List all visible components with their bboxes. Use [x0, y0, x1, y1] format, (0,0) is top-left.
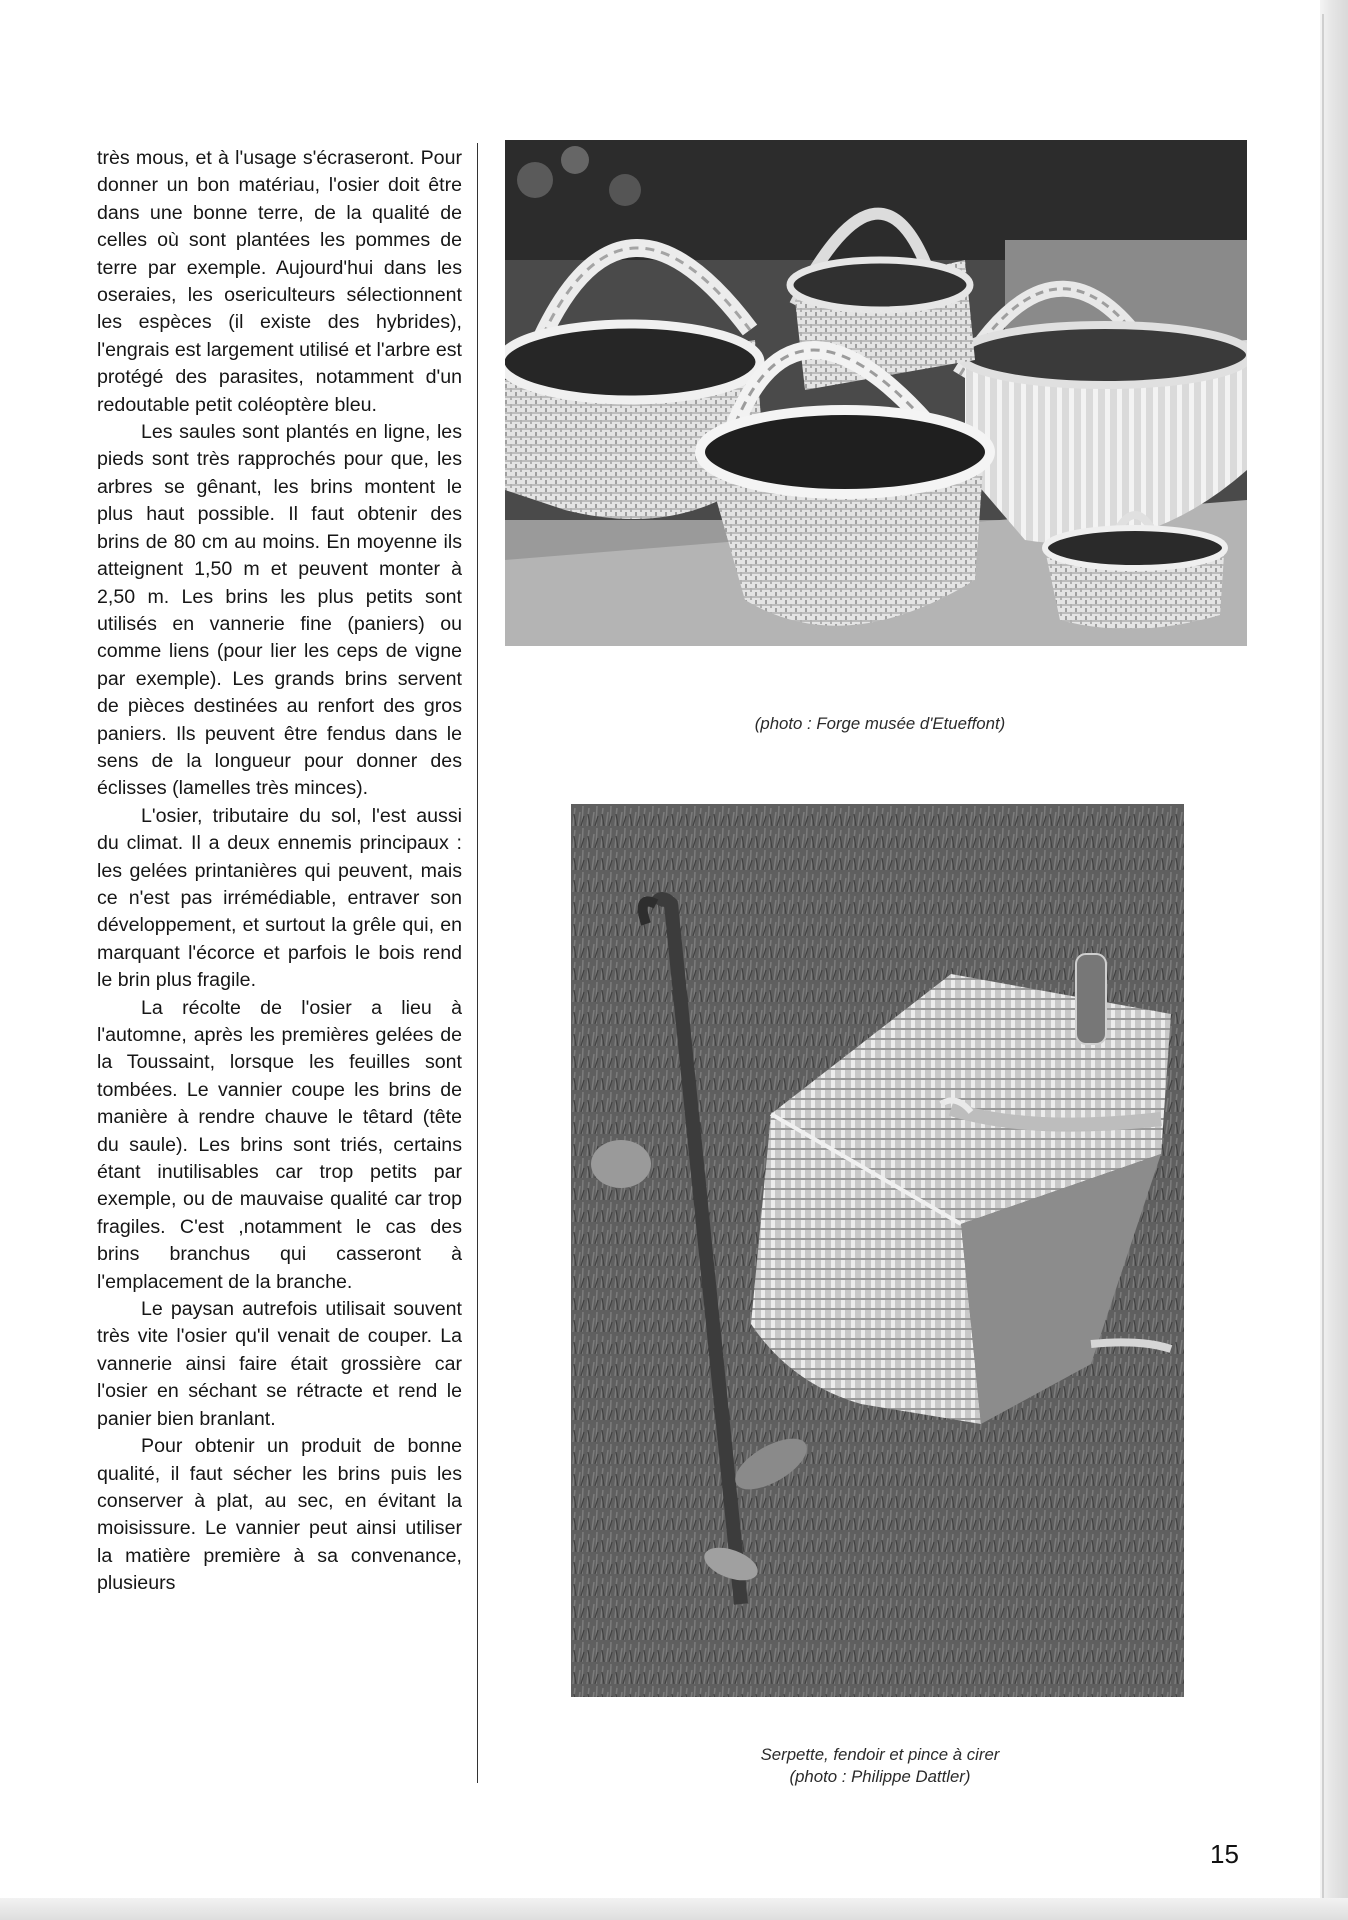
caption-line: (photo : Forge musée d'Etueffont)	[754, 714, 1006, 733]
page-edge-line	[1322, 14, 1324, 1904]
caption-line: Serpette, fendoir et pince à cirer	[760, 1745, 1000, 1764]
caption-line: (photo : Philippe Dattler)	[789, 1767, 971, 1786]
page-edge-bottom	[0, 1898, 1348, 1920]
page-number: 15	[1210, 1839, 1239, 1869]
paragraph: La récolte de l'osier a lieu à l'automne, après les premières gelées de la Toussaint, lorsque les feuilles sont tombées. Le vannier coupe les brins de manière à rendre chauve le têtard (tête du saule). Les brins sont triés, certains étant inutilisables car trop petits par exemple, ou de mauvaise qualité car trop fragiles. C'est ,notamment le cas des brins branchus qui casseront à l'emplacement de la branche.	[97, 996, 462, 1293]
paragraph: très mous, et à l'usage s'écraseront. Pour donner un bon matériau, l'osier doit être dans une bonne terre, de la qualité de celles où sont plantées les pommes de terre par exemple. Aujourd'hui dans les oseraies, les osericulteurs sélectionnent les espèces (il existe des hybrides), l'engrais est largement utilisé et l'arbre est protégé des parasites, notamment d'un redoutable petit coléoptère bleu.	[97, 147, 462, 416]
paragraph: Le paysan autrefois utilisait souvent très vite l'osier qu'il venait de couper. La vannerie ainsi faire était grossière car l'osier en séchant se rétracte et rend le panier bien branlant.	[97, 1298, 462, 1430]
paragraph: L'osier, tributaire du sol, l'est aussi du climat. Il a deux ennemis principaux : les gelées printanières qui peuvent, mais ce n'est pas irrémédiable, entraver son développement, et surtout la grêle qui, en marquant l'écorce et parfois le bois rend le brin plus fragile.	[97, 804, 462, 992]
body-text-column	[97, 145, 462, 1598]
paragraph: Les saules sont plantés en ligne, les pieds sont très rapprochés pour que, les arbres se gênant, les brins montent le plus haut possible. Il faut obtenir des brins de 80 cm au moins. En moyenne ils atteignent 1,50 m et peuvent monter à 2,50 m. Les brins les plus petits sont utilisés en vannerie fine (paniers) ou comme liens (pour lier les ceps de vigne par exemple). Les grands brins servent de pièces destinées au renfort des gros paniers. Ils peuvent être fendus dans le sens de la longueur pour donner des éclisses (lamelles très minces).	[97, 421, 462, 800]
paragraph: Pour obtenir un produit de bonne qualité, il faut sécher les brins puis les conserver à plat, au sec, en évitant la moisissure. Le vannier peut ainsi utiliser la matière première à sa convenance, plusieurs	[97, 1435, 462, 1595]
caption-photo-1	[680, 713, 1080, 735]
caption-photo-2	[690, 1744, 1070, 1788]
photo-tools-on-grass	[571, 804, 1184, 1697]
column-rule	[477, 143, 478, 1783]
photo-baskets	[505, 140, 1247, 646]
page-edge-right	[1320, 0, 1348, 1920]
